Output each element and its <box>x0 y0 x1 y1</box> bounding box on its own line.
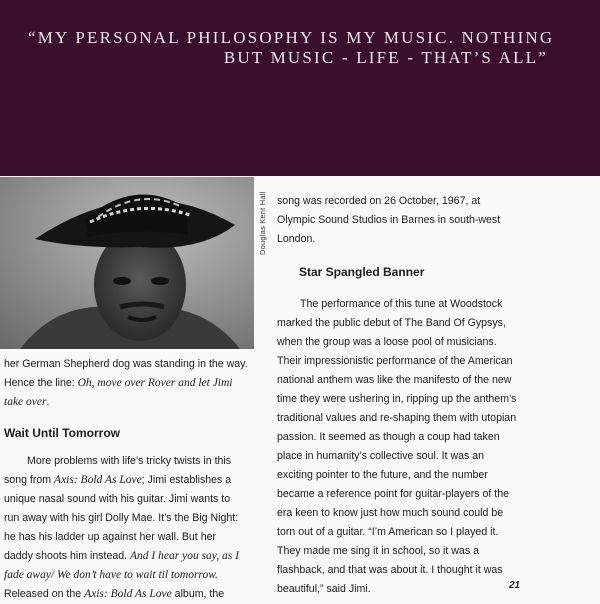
right-column <box>277 192 557 599</box>
text-line: More problems with life’s tricky twists in this <box>27 455 232 467</box>
text-line: song was recorded on 26 October, 1967, at <box>277 195 481 207</box>
text-line: They made me sing it in school, so it was a <box>277 545 479 557</box>
photo-credit: Douglas Kent Hall <box>258 191 267 255</box>
text-line: unique nasal sound with his guitar. Jimi wants to <box>4 493 231 505</box>
text-line: run away with his girl Dolly Mae. It’s the Big Night: <box>4 512 239 524</box>
portrait-image <box>0 177 254 349</box>
header-banner <box>0 0 600 176</box>
text-line: exciting pointer to the future, and the number <box>277 469 488 481</box>
text-line: torn out of a guitar. “I’m American so I played it. <box>277 526 499 538</box>
text-line: song from Axis: Bold As Love; Jimi establishes a <box>4 474 232 486</box>
section-heading: Star Spangled Banner <box>299 265 425 279</box>
text-line: time they were ushering in, ripping up the anthem’s <box>277 393 517 405</box>
text-line: take over. <box>4 396 50 408</box>
text-line: when the group was a loose pool of musicians. <box>277 336 497 348</box>
text-line: Released on the Axis: Bold As Love album, the <box>4 588 225 600</box>
text-line: The performance of this tune at Woodstock <box>300 298 503 310</box>
text-line: became a reference point for guitar-players of the <box>277 488 510 500</box>
text-line: her German Shepherd dog was standing in the way. <box>4 358 248 370</box>
text-line: he has his ladder up against her wall. But her <box>4 531 217 543</box>
page-number: 21 <box>509 580 521 591</box>
text-line: beautiful,” said Jimi. <box>277 583 371 595</box>
text-line: fade away/ We don’t have to wait til tomorrow. <box>4 569 218 581</box>
text-line: Their impressionistic performance of the American <box>277 355 513 367</box>
text-line: flashback, and that was about it. I thought it was <box>277 564 503 576</box>
text-line: Hence the line: Oh, move over Rover and let Jimi <box>4 377 233 389</box>
left-column <box>4 355 259 604</box>
text-line: traditional values and re-shaping them with utopian <box>277 412 517 424</box>
text-line: London. <box>277 233 316 245</box>
pull-quote <box>28 28 555 68</box>
text-line: marked the public debut of The Band Of Gypsys, <box>277 317 506 329</box>
text-line: Olympic Sound Studios in Barnes in south-west <box>277 214 501 226</box>
text-line: daddy shoots him instead. And I hear you say, as I <box>4 550 239 562</box>
quote-line-2: BUT MUSIC - LIFE - THAT’S ALL” <box>223 48 548 67</box>
quote-line-1: “MY PERSONAL PHILOSOPHY IS MY MUSIC. NOTHING <box>28 28 555 47</box>
text-line: passion. It seemed as though a coup had taken <box>277 431 500 443</box>
text-line: place in humanity’s collective soul. It was an <box>277 450 485 462</box>
portrait-photo <box>0 177 254 349</box>
text-line: national anthem was like the manifesto of the new <box>277 374 512 386</box>
section-heading: Wait Until Tomorrow <box>4 426 120 440</box>
text-line: era keen to know just how much sound could be <box>277 507 504 519</box>
